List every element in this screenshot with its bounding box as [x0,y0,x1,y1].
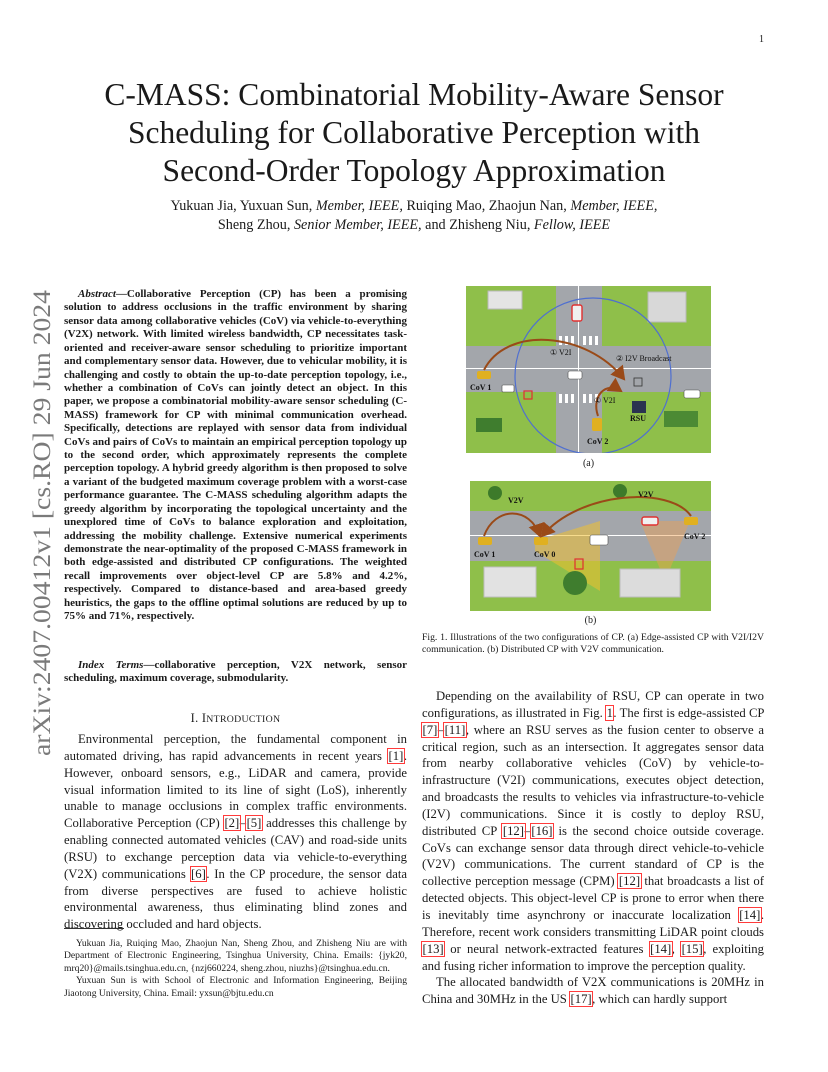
fig-b-v2v-right: V2V [638,490,654,499]
body-text: or neural network-extracted features [444,941,650,956]
title-line: C-MASS: Combinatorial Mobility-Aware Sensor [104,77,724,112]
citation-link[interactable]: [15] [681,941,703,956]
arxiv-stamp [6,288,70,758]
body-text: , exploiting and fusing richer information to improve the perception quality. [422,941,764,973]
title-line: Second-Order Topology Approximation [162,153,666,188]
fig-a-cov2: CoV 2 [587,437,609,446]
body-text: . However, onboard sensors, e.g., LiDAR and camera, provide visual information limited to its line of sight (LoS), inherently unable to manage occlusions in complex traffic environments. Collaborative Perception (CP) [64,748,407,831]
citation-link[interactable]: [12] [502,823,524,838]
index-terms-lead: Index Terms [78,659,144,671]
paper-title [64,76,764,190]
citation-link[interactable]: [17] [570,992,592,1007]
citation-link[interactable]: [14] [739,907,761,922]
citation-link[interactable]: [13] [422,941,444,956]
citation-link[interactable]: [2] [224,816,240,831]
intro-paragraph [64,731,407,933]
author-names: Yukuan Jia, Yuxuan Sun, [170,198,316,214]
body-text: – [524,823,531,838]
fig-b-cov0: CoV 0 [534,550,556,559]
author-line-2 [64,216,764,235]
citation-link[interactable]: [11] [444,722,466,737]
body-text: – [437,722,445,737]
figure-1a-label: (a) [582,458,595,469]
citation-link[interactable]: [12] [618,874,641,889]
body-text: . In the CP procedure, the sensor data from diverse perspectives are fused to achieve holistic environmental awareness, thus eliminating blind zones and discovering occluded and hard objects. [64,866,408,932]
author-names: and Zhisheng Niu, [421,217,534,233]
page-number: 1 [759,34,764,45]
fig-a-cov1: CoV 1 [470,383,492,392]
figure-caption: Fig. 1. Illustrations of the two configurations of CP. (a) Edge-assisted CP with V2I/I2V communication. (b) Distributed CP with V2V communication. [422,632,764,656]
section-heading-number: I. I [190,711,207,725]
author-affiliation-membership: Senior Member, IEEE, [293,217,422,233]
author-line-1 [64,197,764,216]
body-text: – [239,816,247,831]
fig-a-rsu: RSU [630,414,647,423]
author-names: Sheng Zhou, [217,217,294,233]
fig-a-broadcast: ② I2V Broadcast [616,354,672,363]
body-text: that broadcasts a list of detected objects. This object-level CP is prone to error when there is inevitably time asynchrony or inaccurate localization [422,874,764,922]
author-names: Ruiqing Mao, Zhaojun Nan, [402,198,571,214]
arxiv-stamp-text: arXiv:2407.00412v1 [cs.RO] 29 Jun 2024 [29,335,56,756]
author-affiliation-membership: Fellow, IEEE [533,217,611,233]
abstract [64,288,407,624]
author-affiliation-membership: Member, IEEE, [570,198,658,214]
figure-1a [466,286,711,453]
body-paragraph [422,688,764,974]
footnotes [64,938,407,1000]
citation-link[interactable]: [6] [191,866,206,881]
citation-link[interactable]: 1 [606,705,613,720]
citation-link[interactable]: [16] [531,823,553,838]
fig-b-cov2: CoV 2 [684,532,706,541]
footnote: Yuxuan Sun is with School of Electronic and Information Engineering, Beijing Jiaotong University, China. Email: yxsun@bjtu.edu.cn [64,975,407,999]
section-heading [64,711,407,726]
body-text: . The first is edge-assisted CP [613,705,764,720]
body-text: , [671,941,682,956]
index-terms-text: —collaborative perception, V2X network, sensor scheduling, maximum coverage, submodularity. [64,659,407,685]
body-text: , where an RSU serves as the fusion center to observe a critical region, such as an intersection. It aggregates sensor data from nearby collaborative vehicles (CoV) by vehicle-to-infrastructure (V2I) communications, executes object detection, and broadcasts the results to vehicles via infrastructure-to-vehicle (I2V) communications. Since it is costly to deploy RSU, distributed CP [422,722,764,838]
title-line: Scheduling for Collaborative Perception with [127,115,701,150]
body-text: , which can hardly support [592,992,728,1007]
abstract-lead: Abstract [78,288,116,300]
fig-b-cov1: CoV 1 [474,550,496,559]
figure-1b-label: (b) [584,615,597,626]
citation-link[interactable]: [7] [422,722,438,737]
section-heading-title: NTRODUCTION [206,714,281,725]
body-text: Depending on the availability of RSU, CP can operate in two configurations, as illustrated in Fig. [422,689,764,720]
footnote-rule [64,928,124,929]
citation-link[interactable]: [14] [650,941,672,956]
right-column-body [422,688,764,1008]
fig-a-v2i-top: ① V2I [550,348,572,357]
index-terms [64,659,407,686]
citation-link[interactable]: [1] [388,748,404,763]
author-list [64,197,764,235]
fig-b-v2v-left: V2V [508,496,524,505]
body-text: . Therefore, recent work considers transmitting LiDAR point clouds [422,907,764,939]
citation-link[interactable]: [5] [246,816,262,831]
body-text: Environmental perception, the fundamental component in automated driving, has rapid advancements in recent years [64,732,407,763]
body-paragraph [422,974,764,1008]
figure-1b [470,481,711,611]
fig-a-v2i-bottom: ① V2I [594,396,616,405]
body-text: is the second choice outside coverage. CoVs can exchange sensor data through direct vehicle-to-vehicle (V2V) communications. The current standard of CP is the collective perception message (CPM) [422,823,764,889]
body-text: The allocated bandwidth of V2X communications is 20MHz in China and 30MHz in the US [422,975,764,1007]
abstract-text: —Collaborative Perception (CP) has been a promising solution to address occlusions in the traffic environment by sharing sensor data among collaborative vehicles (CoV) via vehicle-to-everything (V2X) network. With limited wireless bandwidth, CP necessitates task-oriented and receiver-aware sensor scheduling to prioritize important and complementary sensor data. However, due to vehicular mobility, it is challenging and costly to obtain the up-to-date perception topology, i.e., whether a combination of CoVs can jointly detect an object. In this paper, we propose a combinatorial mobility-aware sensor scheduling (C-MASS) framework for CP with minimal communication overhead. Specifically, detections are replayed with sensor data from individual CoVs and pairs of CoVs to maintain an empirical perception topology up to the second order, which approximately represents the complete perception topology. A hybrid greedy algorithm is then proposed to solve a variant of the budgeted maximum coverage problem with a worst-case performance guarantee. The C-MASS scheduling algorithm adapts the greedy algorithm by incorporating the topological uncertainty and the unexplored time of CoVs to balance exploration and exploitation, addressing the mobility challenge. Extensive numerical experiments demonstrate the near-optimality of the proposed C-MASS framework in both edge-assisted and distributed CP configurations. The weighted recall improvements over object-level CP are 5.8% and 4.2%, respectively. Compared to distance-based and area-based greedy heuristics, the gaps to the offline optimal solutions are reduced by up to 75% and 71%, respectively. [64,288,407,623]
author-affiliation-membership: Member, IEEE, [315,198,403,214]
body-text: addresses this challenge by enabling connected automated vehicles (CAV) and road-side units (RSU) to exchange perception data via vehicle-to-everything (V2X) communications [64,816,407,881]
footnote: Yukuan Jia, Ruiqing Mao, Zhaojun Nan, Sheng Zhou, and Zhisheng Niu are with Department of Electronic Engineering, Tsinghua University, China. Emails: {jyk20, mrq20}@mails.tsinghua.edu.cn, {nzj660224, sheng.zhou, niuzhs}@tsinghua.edu.cn. [64,938,407,974]
